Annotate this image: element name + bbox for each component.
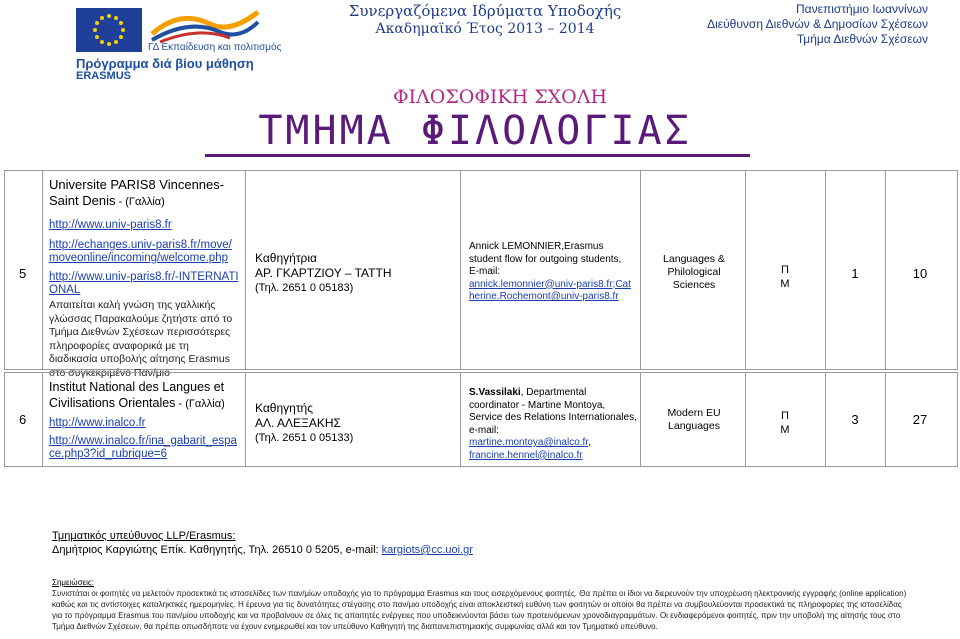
institution-cell [49, 379, 241, 461]
month-count: 27 [912, 412, 928, 427]
study-level [775, 409, 795, 437]
coordinator-phone: (Τηλ. 2651 0 05133) [255, 432, 354, 444]
contact-email-link-2[interactable]: francine.hennel@inalco.fr [469, 449, 583, 461]
column-divider [885, 171, 886, 369]
incoming-students-link[interactable]: http://echanges.univ-paris8.fr/move/moveonline/incoming/welcome.php [49, 239, 232, 264]
country-label: - (Γαλλία) [115, 196, 165, 208]
column-divider [460, 171, 461, 369]
student-count: 3 [851, 412, 859, 427]
coordinator-name: ΑΛ. ΑΛΕΞΑΚΗΣ [255, 416, 341, 430]
column-divider [640, 373, 641, 466]
subject-area: Languages & Philological Sciences [663, 253, 725, 291]
international-page-link[interactable]: http://www.univ-paris8.fr/-INTERNATIONAL [49, 271, 239, 296]
coordinator-cell [255, 251, 455, 296]
table-row [4, 170, 958, 379]
column-divider [42, 373, 43, 466]
coordinator-cell [255, 401, 455, 446]
institution-website-link[interactable]: http://www.inalco.fr [49, 417, 146, 429]
column-divider [745, 171, 746, 369]
eu-flag-logo [76, 8, 142, 52]
erasmus-label: ERASMUS [76, 70, 132, 82]
department-title: ΤΜΗΜΑ ΦΙΛΟΛΟΓΙΑΣ [258, 108, 692, 154]
contact-email-link[interactable]: annick.lemonnier@univ-paris8.fr;Catherine.Rochemont@univ-paris8.fr [469, 278, 631, 302]
coordinator-heading: Τμηματικός υπεύθυνος LLP/Erasmus: [52, 530, 236, 542]
row-number: 6 [19, 412, 27, 427]
column-divider [825, 171, 826, 369]
column-divider [245, 373, 246, 466]
column-divider [245, 171, 246, 369]
country-label: - (Γαλλία) [175, 398, 225, 410]
table-row [4, 372, 958, 467]
row-number: 5 [19, 266, 27, 281]
eu-stars-icon [76, 8, 142, 52]
contact-text: , Departmental coordinator - Martine Montoya, Service des Relations Internationales, e-mail: [469, 387, 637, 436]
study-level [775, 263, 795, 291]
lifelong-program-label: Πρόγραμμα διά βίου μάθηση [76, 56, 254, 71]
institution-name: Universite PARIS8 Vincennes-Saint Denis [49, 177, 225, 208]
institution-website-link[interactable]: http://www.univ-paris8.fr [49, 219, 172, 231]
coordinator-info [52, 544, 473, 556]
institution-header [707, 2, 928, 47]
column-divider [640, 171, 641, 369]
ministry-label: ΓΔ Εκπαίδευση και πολιτισμός [148, 42, 282, 53]
contact-email-link[interactable]: martine.montoya@inalco.fr [469, 437, 589, 448]
level-postgraduate: Μ [780, 278, 790, 290]
level-undergraduate: Π [781, 264, 789, 276]
month-count: 10 [912, 266, 928, 281]
coordinator-title: Καθηγητής [255, 401, 314, 415]
institutions-table [4, 170, 958, 467]
student-count: 1 [851, 266, 859, 281]
document-title: Συνεργαζόμενα Ιδρύματα Υποδοχής [348, 2, 622, 20]
column-divider [885, 373, 886, 466]
column-divider [745, 373, 746, 466]
contact-cell: S.Vassilaki, Departmental coordinator - Martine Montoya, Service des Relations Internationales, e-mail: martine.montoya@inalco.fr, francine.hennel@inalco.fr [469, 387, 637, 461]
institution-name: Institut National des Langues et Civilisations Orientales [49, 380, 225, 410]
faculty-title: ΦΙΛΟΣΟΦΙΚΗ ΣΧΟΛΗ [392, 86, 608, 108]
contact-cell [469, 241, 634, 304]
subject-area: Modern EU Languages [667, 407, 721, 432]
coordinator-email-link[interactable]: kargiots@cc.uoi.gr [381, 544, 473, 556]
coordinator-phone: (Τηλ. 2651 0 05183) [255, 282, 354, 294]
coordinator-details: Δημήτριος Καργιώτης Επίκ. Καθηγητής, Τηλ. 26510 0 5205, e-mail: [52, 544, 382, 556]
column-divider [42, 171, 43, 369]
level-undergraduate: Π [781, 410, 789, 422]
directorate-name: Διεύθυνση Διεθνών & Δημοσίων Σχέσεων [707, 17, 928, 31]
column-divider [460, 373, 461, 466]
lifelong-learning-logo [150, 4, 262, 44]
contact-text: Annick LEMONNIER,Erasmus student flow for outgoing students, E-mail: [469, 241, 622, 277]
title-underline [205, 154, 750, 157]
coordinator-name: ΑΡ. ΓΚΑΡΤΖΙΟΥ – ΤΑΤΤΗ [255, 266, 392, 280]
academic-year: Ακαδημαϊκό Έτος 2013 – 2014 [375, 21, 595, 37]
contact-name: S.Vassilaki [469, 387, 521, 398]
notes-body: Συνιστάται οι φοιτητές να μελετούν προσεκτικά τις ιστοσελίδες των παν/μίων υποδοχής για το πρόγραμμα Erasmus και τους εισερχόμενους φοιτητές. Θα πρέπει οι ίδιοι να διερευνούν την υποχρέωση ηλεκτρονικής εγγραφής (online application) καθώς και τις αντίστοιχες καταληκτικές ημερομηνίες. Η έρευνα για τις δυνατότητες στέγασης στο παν/μιο υποδοχής είναι αποκλειστική ευθύνη των φοιτητών οι οποίοι θα πρέπει να συμβουλεύονται προσεκτικά τις πληροφορίες της ιστοσελίδας για το πρόγραμμα Erasmus του παν/μίου υποδοχής και να προβαίνουν σε όλες τις απαιτητές ενέργειες που υποδεικνύονται βάσει των προτεινόμενων χρονοδιαγραμμάτων. Οι ενδιαφερόμενοι φοιτητές, πριν την υποβολή της αίτησής τους στο Τμήμα Διεθνών Σχέσεων, θα πρέπει οπωσδήποτε να έχουν ενημερωθεί και τον υπεύθυνο Καθηγητή της διαπανεπιστημιακής συμφωνίας αλλά και τον Τμηματικό υπεύθυνο. [52, 589, 907, 631]
language-requirement-note: Απαιτείται καλή γνώση της γαλλικής γλώσσας Παρακαλούμε ζητήστε από το Τμήμα Διεθνών Σχέσεων περισσότερες πληροφορίες αναφορικά με τη διαδικασία υποβολής αίτησης Erasmus στο συγκεκριμένο Παν/μιο [49, 299, 233, 379]
university-name: Πανεπιστήμιο Ιωαννίνων [796, 2, 928, 16]
notes-heading: Σημειώσεις: [52, 578, 94, 587]
office-name: Τμήμα Διεθνών Σχέσεων [796, 32, 928, 46]
level-postgraduate: Μ [780, 424, 790, 436]
coordinator-title: Καθηγήτρια [255, 251, 317, 265]
institution-cell [49, 177, 239, 380]
column-divider [825, 373, 826, 466]
institution-info-link[interactable]: http://www.inalco.fr/ina_gabarit_espace.php3?id_rubrique=6 [49, 435, 237, 460]
